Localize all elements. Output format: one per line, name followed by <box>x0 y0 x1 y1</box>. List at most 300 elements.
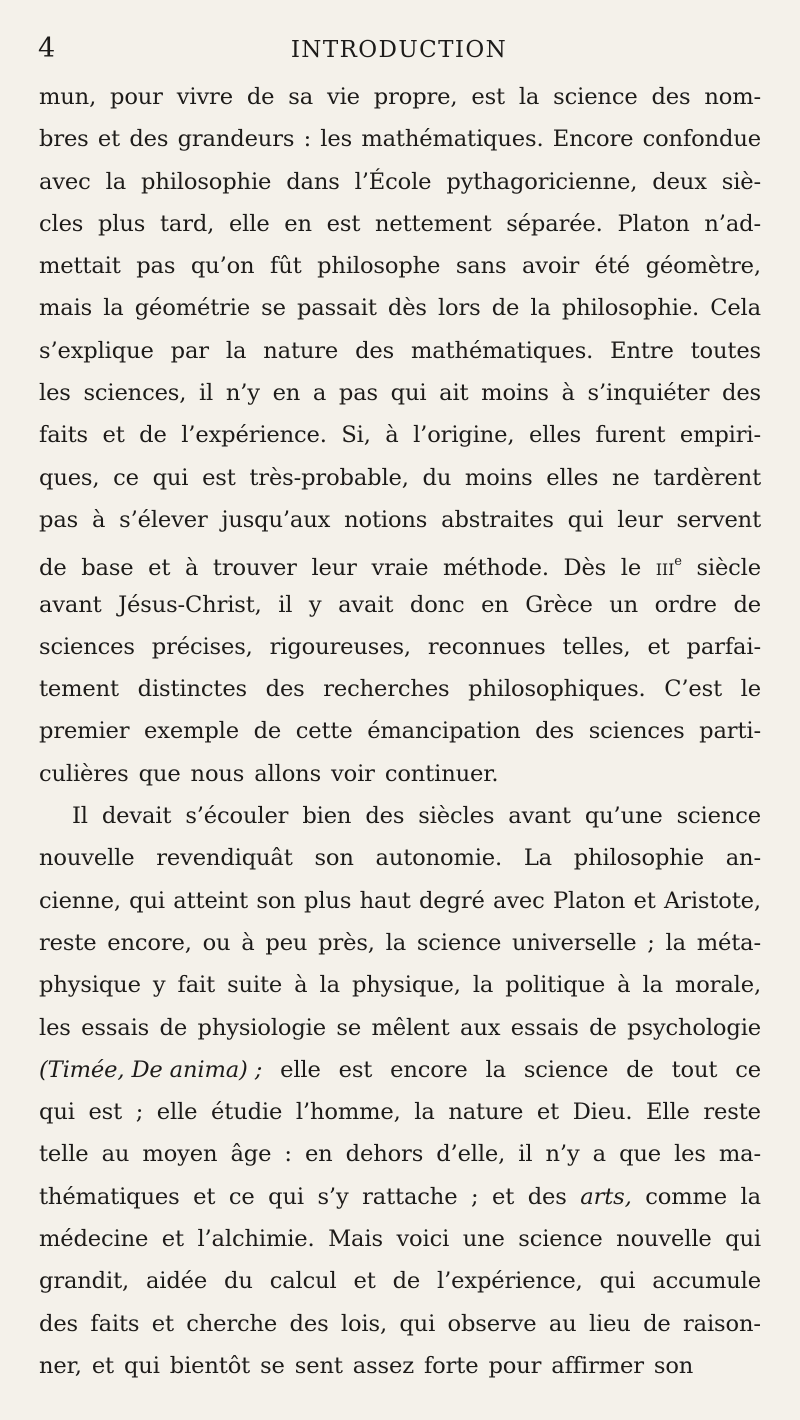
text-fragment: du <box>422 464 452 491</box>
text-fragment: leur <box>617 506 663 533</box>
text-fragment: degré <box>418 887 485 914</box>
text-fragment: qui <box>399 1310 436 1337</box>
text-fragment: ce <box>228 1183 255 1210</box>
text-fragment: de <box>246 84 275 110</box>
text-fragment: dès <box>387 295 427 322</box>
body-text <box>39 76 761 1387</box>
text-line <box>39 753 761 795</box>
text-fragment: à <box>241 929 255 956</box>
text-fragment: raison- <box>683 1310 761 1337</box>
text-line <box>39 1176 761 1218</box>
text-fragment: siè- <box>721 168 761 195</box>
text-fragment: siècles <box>418 803 495 830</box>
text-fragment: pas <box>338 380 378 407</box>
text-fragment: grandit, <box>39 1268 130 1295</box>
text-line <box>39 287 761 329</box>
text-line <box>39 414 761 456</box>
text-fragment: émancipation <box>367 718 521 745</box>
text-fragment: en <box>284 210 312 237</box>
text-fragment: des <box>535 718 575 745</box>
text-fragment: reste <box>703 1099 761 1126</box>
text-fragment: thématiques <box>39 1183 180 1210</box>
text-fragment: mêlent <box>371 1014 450 1041</box>
text-fragment: un <box>609 591 639 618</box>
text-fragment: son <box>256 887 296 914</box>
text-fragment: avant <box>508 803 571 830</box>
text-line <box>39 541 761 583</box>
page-number: 4 <box>38 33 56 64</box>
text-fragment: plus <box>97 210 146 237</box>
text-fragment: la <box>472 972 494 999</box>
text-fragment: science <box>518 1226 603 1253</box>
text-fragment: son <box>314 845 354 872</box>
text-fragment: universelle <box>512 929 637 956</box>
text-fragment: leur <box>311 555 357 582</box>
text-fragment: : <box>303 126 312 153</box>
text-fragment: en <box>481 591 509 618</box>
text-fragment: base <box>81 555 134 582</box>
text-fragment: moins <box>464 464 533 491</box>
text-fragment: des <box>355 337 395 364</box>
text-fragment: la <box>485 1056 506 1083</box>
text-fragment: philosophie. <box>561 295 700 322</box>
text-fragment: aux <box>460 1014 501 1041</box>
text-fragment: n’y <box>225 380 260 407</box>
text-fragment: sent <box>294 1352 343 1379</box>
text-fragment: furent <box>595 422 666 449</box>
text-fragment: la <box>225 337 247 364</box>
text-fragment: est <box>338 1056 373 1083</box>
page-header <box>38 33 760 69</box>
text-fragment: allons <box>254 760 322 787</box>
text-line <box>39 1345 761 1387</box>
text-fragment: est <box>202 464 236 491</box>
text-fragment: de <box>253 718 282 745</box>
text-fragment: d’elle, <box>436 1141 506 1168</box>
text-fragment: avait <box>338 591 394 618</box>
text-fragment: atteint <box>173 887 249 914</box>
text-fragment: parfai- <box>686 633 761 660</box>
text-fragment: qui <box>725 1226 761 1253</box>
text-fragment: avant <box>39 591 102 618</box>
text-fragment: son <box>653 1352 694 1379</box>
text-fragment: les <box>39 1014 71 1041</box>
text-fragment: ma- <box>718 1141 761 1168</box>
text-fragment: lors <box>437 295 481 322</box>
text-fragment: cherche <box>186 1310 278 1337</box>
text-fragment: Cela <box>710 295 761 322</box>
text-fragment: faits <box>39 422 88 449</box>
text-fragment: confondue <box>642 126 761 153</box>
text-fragment: moyen <box>142 1141 218 1168</box>
text-fragment: étudie <box>211 1099 283 1126</box>
text-fragment: elle <box>156 1099 198 1126</box>
text-fragment: accumule <box>652 1268 761 1295</box>
text-line <box>39 710 761 752</box>
text-fragment: distinctes <box>137 676 247 703</box>
text-fragment: très-probable, <box>249 464 409 491</box>
text-fragment: en <box>304 1141 333 1168</box>
text-fragment: abstraites <box>441 506 554 533</box>
text-fragment: par <box>170 337 209 364</box>
text-fragment: se <box>260 1352 285 1379</box>
text-line <box>39 372 761 414</box>
text-fragment: du <box>224 1268 253 1295</box>
text-fragment: encore, <box>107 929 192 956</box>
text-fragment: précises, <box>151 633 253 660</box>
text-fragment: et <box>647 633 670 660</box>
text-fragment: qu’on <box>190 253 255 280</box>
text-fragment: il <box>518 1141 533 1168</box>
text-fragment: que <box>619 1141 661 1168</box>
text-fragment: tout <box>671 1056 718 1083</box>
text-line <box>39 795 761 837</box>
text-fragment: sciences, <box>83 380 187 407</box>
text-fragment: cles <box>39 210 84 237</box>
text-fragment: bres <box>39 126 89 153</box>
text-fragment: n’ad- <box>704 210 761 237</box>
text-fragment: elle <box>280 1056 321 1083</box>
text-fragment: parti- <box>699 718 761 745</box>
text-fragment: des <box>39 1310 78 1337</box>
text-fragment: la <box>385 929 407 956</box>
text-fragment: qui <box>567 506 604 533</box>
text-fragment: dans <box>286 168 340 195</box>
text-line <box>39 668 761 710</box>
text-fragment: Jésus-Christ, <box>118 591 262 618</box>
text-fragment: mun, <box>39 84 97 110</box>
text-line <box>39 245 761 287</box>
text-fragment: reconnues <box>427 633 546 660</box>
text-fragment: nettement <box>375 210 492 237</box>
text-fragment: Platon <box>552 887 626 914</box>
text-fragment: de <box>589 1014 617 1041</box>
text-fragment: la <box>530 295 551 322</box>
text-fragment: ce <box>735 1056 761 1083</box>
text-fragment: près, <box>318 929 375 956</box>
text-fragment: philosophie <box>573 845 704 872</box>
text-fragment: haut <box>359 887 411 914</box>
text-fragment: l’origine, <box>413 422 515 449</box>
text-fragment: avec <box>493 887 545 914</box>
text-fragment: pas <box>39 506 79 533</box>
text-fragment: moins <box>481 380 549 407</box>
text-fragment: fût <box>270 253 302 280</box>
text-fragment: médecine <box>39 1226 149 1253</box>
text-fragment: telles, <box>562 633 631 660</box>
text-fragment: qui <box>268 1183 304 1210</box>
text-fragment: nature <box>448 1099 524 1126</box>
text-fragment: ait <box>439 380 469 407</box>
text-fragment: politique <box>505 972 606 999</box>
text-fragment: psychologie <box>627 1014 761 1041</box>
text-fragment: avec <box>39 168 91 195</box>
text-fragment: physiologie <box>197 1014 326 1041</box>
text-fragment: été <box>594 253 631 280</box>
text-fragment: et <box>151 1310 174 1337</box>
text-line <box>39 1303 761 1345</box>
text-fragment: il <box>278 591 293 618</box>
text-fragment: à <box>91 506 106 533</box>
italic-text: (Timée, De anima) ; <box>39 1056 263 1083</box>
text-fragment: morale, <box>674 972 761 999</box>
text-line <box>39 457 761 499</box>
text-fragment: et <box>148 555 171 582</box>
text-fragment: que <box>138 760 181 787</box>
text-fragment: s’y <box>317 1183 349 1210</box>
text-fragment: vraie <box>371 555 429 582</box>
text-fragment: elles <box>528 422 582 449</box>
text-fragment: cienne, <box>39 887 121 914</box>
text-fragment: âge <box>230 1141 272 1168</box>
text-line <box>39 330 761 372</box>
text-fragment: empiri- <box>679 422 761 449</box>
text-fragment: et <box>633 887 656 914</box>
text-fragment: des <box>265 676 305 703</box>
text-fragment: pythagoricienne, <box>446 168 638 195</box>
text-fragment: pour <box>488 1352 542 1379</box>
text-line <box>39 1218 761 1260</box>
text-fragment: assez <box>352 1352 414 1379</box>
text-fragment: vie <box>326 84 360 110</box>
text-fragment: la <box>103 295 124 322</box>
text-fragment: suite <box>227 972 283 999</box>
text-fragment: qu’une <box>584 803 663 830</box>
text-fragment: avoir <box>521 253 580 280</box>
text-fragment: la <box>740 1183 761 1210</box>
running-head: INTRODUCTION <box>290 37 508 63</box>
text-fragment: et <box>536 1099 560 1126</box>
text-fragment: elle <box>228 210 270 237</box>
text-fragment: une <box>462 1226 505 1253</box>
text-fragment: pour <box>110 84 163 110</box>
text-fragment: qui <box>39 1099 75 1126</box>
text-fragment: se <box>261 295 286 322</box>
text-fragment: des <box>129 126 169 153</box>
text-fragment: géomètre, <box>645 253 761 280</box>
text-fragment: la <box>665 929 686 956</box>
text-fragment: Mais <box>328 1226 383 1253</box>
text-fragment: encore <box>390 1056 468 1083</box>
text-fragment: les <box>39 380 71 407</box>
text-fragment: qui <box>152 464 189 491</box>
text-fragment: de <box>626 1056 654 1083</box>
text-fragment: Aristote, <box>664 887 761 914</box>
text-fragment: Si, <box>341 422 371 449</box>
text-fragment: revendiquât <box>156 845 293 872</box>
text-fragment: de <box>39 555 67 582</box>
text-fragment: qui <box>390 380 427 407</box>
text-fragment: de <box>643 1310 671 1337</box>
text-fragment: mathématiques. <box>361 126 544 153</box>
text-fragment: science <box>676 803 761 830</box>
text-fragment: se <box>336 1014 362 1041</box>
text-fragment: nature <box>263 337 339 364</box>
text-fragment: fait <box>177 972 216 999</box>
text-fragment: lieu <box>588 1310 631 1337</box>
text-fragment: des <box>527 1183 567 1210</box>
text-fragment: faits <box>90 1310 140 1337</box>
text-fragment: nouvelle <box>616 1226 712 1253</box>
text-fragment: science <box>553 84 638 110</box>
text-fragment: physique, <box>351 972 461 999</box>
text-fragment: Platon <box>617 210 690 237</box>
text-fragment: tardèrent <box>653 464 761 491</box>
text-fragment: la <box>105 168 127 195</box>
text-fragment: Elle <box>646 1099 690 1126</box>
text-fragment: grandeurs <box>177 126 295 153</box>
text-fragment: et <box>353 1268 376 1295</box>
text-fragment: a <box>312 380 327 407</box>
text-fragment: des <box>289 1310 329 1337</box>
roman-numeral: III <box>655 560 675 580</box>
text-fragment: la <box>319 972 340 999</box>
text-fragment: et <box>193 1183 216 1210</box>
text-fragment: sa <box>288 84 314 110</box>
text-fragment: aidée <box>145 1268 208 1295</box>
text-fragment: s’explique <box>39 337 154 364</box>
text-fragment: à <box>184 555 199 582</box>
text-fragment: qui <box>123 1352 160 1379</box>
superscript-e: e <box>674 554 682 570</box>
text-fragment: méthode. <box>443 555 549 582</box>
text-fragment: ne <box>612 464 640 491</box>
text-fragment: l’alchimie. <box>197 1226 315 1253</box>
italic-text: arts, <box>580 1183 632 1210</box>
text-fragment: des <box>722 380 761 407</box>
text-fragment: rigoureuses, <box>269 633 411 660</box>
text-fragment: est <box>88 1099 123 1126</box>
text-fragment: trouver <box>212 555 297 582</box>
text-fragment: nous <box>190 760 245 787</box>
text-fragment: de <box>139 422 167 449</box>
text-line <box>39 1133 761 1175</box>
text-line <box>39 584 761 626</box>
text-fragment: la <box>518 84 540 110</box>
text-fragment: sciences <box>588 718 685 745</box>
text-fragment: dehors <box>345 1141 424 1168</box>
text-fragment: mettait <box>39 253 121 280</box>
text-line <box>39 1260 761 1302</box>
text-fragment: et <box>91 1352 114 1379</box>
text-fragment: la <box>414 1099 435 1126</box>
text-fragment: voici <box>396 1226 450 1253</box>
text-fragment: voir <box>331 760 375 787</box>
text-fragment: le <box>740 676 761 703</box>
text-fragment: elles <box>546 464 599 491</box>
text-fragment: à <box>561 380 575 407</box>
text-fragment: donc <box>409 591 465 618</box>
text-line <box>39 626 761 668</box>
text-fragment: il <box>198 380 214 407</box>
text-fragment: à <box>385 422 399 449</box>
text-fragment: ner, <box>39 1352 82 1379</box>
text-line <box>39 880 761 922</box>
text-fragment: s’élever <box>119 506 208 533</box>
text-fragment: science <box>523 1056 609 1083</box>
text-fragment: calcul <box>269 1268 337 1295</box>
text-fragment: affirmer <box>551 1352 644 1379</box>
text-fragment: servent <box>676 506 761 533</box>
text-fragment: premier <box>39 718 130 745</box>
text-fragment: jusqu’aux <box>221 506 331 533</box>
text-fragment: plus <box>304 887 352 914</box>
text-fragment: cette <box>295 718 353 745</box>
text-fragment: La <box>523 845 552 872</box>
text-fragment: et <box>102 422 125 449</box>
text-fragment: essais <box>81 1014 150 1041</box>
text-fragment: essais <box>510 1014 579 1041</box>
text-fragment: ques, <box>39 464 100 491</box>
text-fragment: et <box>161 1226 184 1253</box>
text-fragment: y <box>152 972 166 999</box>
text-fragment: qui <box>129 887 165 914</box>
text-fragment: pas <box>136 253 176 280</box>
text-fragment: Il <box>72 803 88 830</box>
text-fragment: siècle <box>696 555 761 582</box>
text-fragment: philosophie <box>141 168 272 195</box>
text-fragment: rattache <box>362 1183 458 1210</box>
text-line <box>39 499 761 541</box>
text-fragment: méta- <box>696 929 761 956</box>
text-fragment: de <box>491 295 520 322</box>
text-fragment: C’est <box>664 676 722 703</box>
text-line <box>39 1091 761 1133</box>
text-fragment: physique <box>39 972 141 999</box>
text-line <box>39 161 761 203</box>
text-fragment: ou <box>202 929 231 956</box>
text-fragment: philosophiques. <box>468 676 646 703</box>
roman-century <box>656 541 682 583</box>
text-fragment: notions <box>344 506 428 533</box>
text-fragment: ; <box>647 929 655 956</box>
text-fragment: en <box>272 380 301 407</box>
text-fragment: mathématiques. <box>411 337 594 364</box>
text-line <box>39 964 761 1006</box>
text-fragment: exemple <box>144 718 239 745</box>
text-fragment: le <box>620 555 642 582</box>
text-fragment: peu <box>265 929 308 956</box>
text-fragment: à <box>617 972 631 999</box>
text-fragment: observe <box>447 1310 537 1337</box>
text-fragment: des <box>365 803 405 830</box>
text-fragment: de <box>733 591 761 618</box>
text-fragment: Dès <box>563 555 607 582</box>
text-fragment: philosophe <box>317 253 441 280</box>
text-line <box>39 76 761 118</box>
text-fragment: bien <box>302 803 352 830</box>
text-fragment: science <box>416 929 502 956</box>
text-fragment: est <box>471 84 505 110</box>
text-fragment: recherches <box>323 676 450 703</box>
text-fragment: nouvelle <box>39 845 135 872</box>
text-fragment: Entre <box>610 337 674 364</box>
text-fragment: forte <box>423 1352 479 1379</box>
text-fragment: la <box>642 972 663 999</box>
text-fragment: a <box>592 1141 606 1168</box>
text-fragment: : <box>284 1141 292 1168</box>
text-fragment: ; <box>470 1183 479 1210</box>
text-fragment: l’expérience, <box>437 1268 583 1295</box>
text-fragment: an- <box>725 845 761 872</box>
text-fragment: s’inquiéter <box>587 380 710 407</box>
text-fragment: sciences <box>39 633 135 660</box>
text-fragment: s’écouler <box>185 803 289 830</box>
text-line <box>39 118 761 160</box>
text-fragment: bientôt <box>169 1352 251 1379</box>
text-fragment: n’y <box>545 1141 580 1168</box>
text-fragment: ordre <box>654 591 717 618</box>
